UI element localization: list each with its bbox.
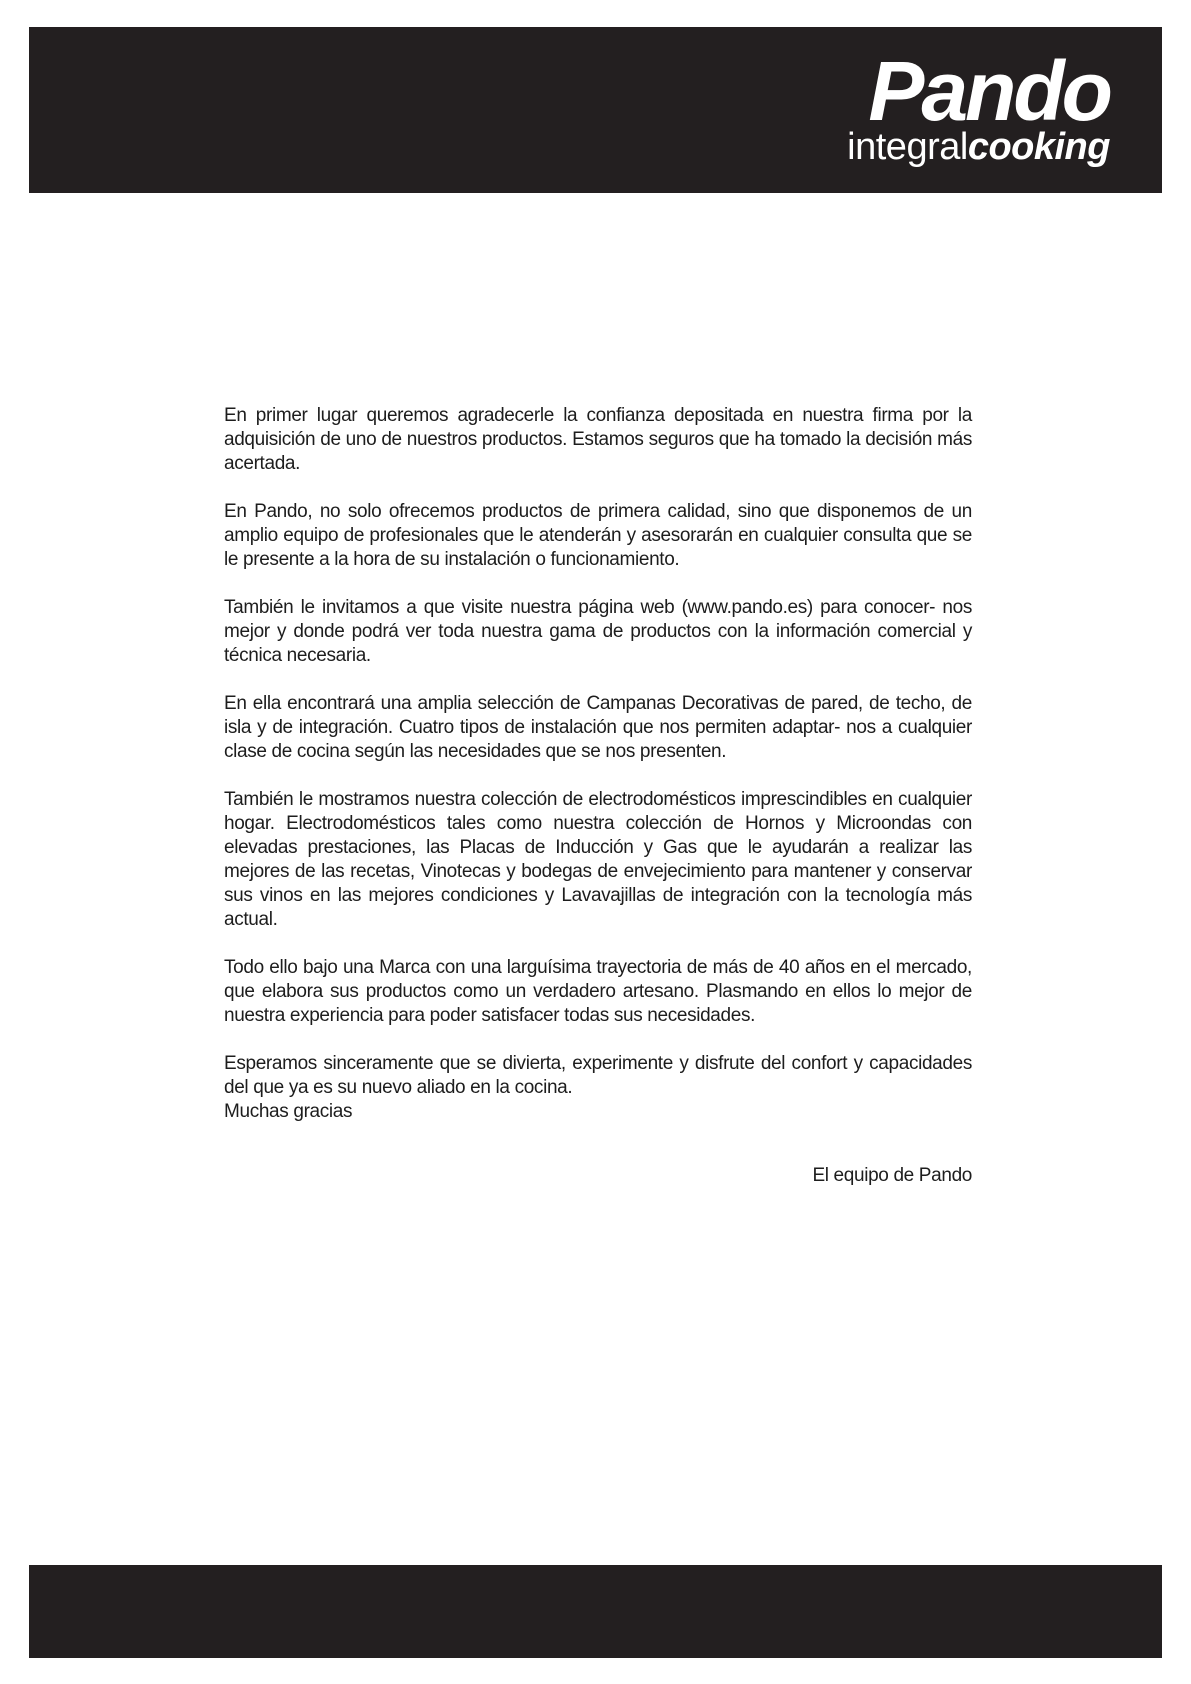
letter-thanks: Muchas gracias <box>224 1101 353 1122</box>
footer-band <box>29 1565 1162 1658</box>
letter-paragraph: En ella encontrará una amplia selección de Campanas Decorativas de pared, de techo, de isla y de integración. Cuatro tipos de instalación que nos permiten adaptar- nos a cualquier clase de cocina según las necesidades que se nos presenten. <box>224 693 972 762</box>
letter-paragraph: También le mostramos nuestra colección de electrodomésticos imprescindibles en cualquier hogar. Electrodomésticos tales como nuestra colección de Hornos y Microondas con elevadas prestaciones, las Placas de Inducción y Gas que le ayudarán a realizar las mejores de las recetas, Vinotecas y bodegas de envejecimiento para mantener y conservar sus vinos en las mejores condiciones y Lavavajillas de integración con la tecnología más actual. <box>224 789 972 930</box>
header-band <box>29 27 1162 193</box>
logo-tagline-bold: cooking <box>967 126 1110 168</box>
letter-signature: El equipo de Pando <box>812 1165 972 1186</box>
letter-paragraph: Todo ello bajo una Marca con una larguísima trayectoria de más de 40 años en el mercado, que elabora sus productos como un verdadero artesano. Plasmando en ellos lo mejor de nuestra experiencia para poder satisfacer todas sus necesidades. <box>224 957 972 1026</box>
pando-logo <box>847 44 1110 168</box>
letter-paragraph: También le invitamos a que visite nuestra página web (www.pando.es) para conocer- nos mejor y donde podrá ver toda nuestra gama de productos con la información comercial y técnica necesaria. <box>224 597 972 666</box>
letter-paragraph: En Pando, no solo ofrecemos productos de primera calidad, sino que disponemos de un amplio equipo de profesionales que le atenderán y asesorarán en cualquier consulta que se le presente a la hora de su instalación o funcionamiento. <box>224 501 972 570</box>
welcome-letter <box>224 404 972 1188</box>
letter-paragraph: En primer lugar queremos agradecerle la confianza depositada en nuestra firma por la adquisición de uno de nuestros productos. Estamos seguros que ha tomado la decisión más acertada. <box>224 405 972 474</box>
logo-brand-name: Pando <box>868 44 1110 138</box>
letter-paragraph: Esperamos sinceramente que se divierta, experimente y disfrute del confort y capacidades del que ya es su nuevo aliado en la cocina. <box>224 1053 972 1098</box>
logo-tagline-light: integral <box>847 126 968 168</box>
logo-tagline <box>847 127 1110 167</box>
